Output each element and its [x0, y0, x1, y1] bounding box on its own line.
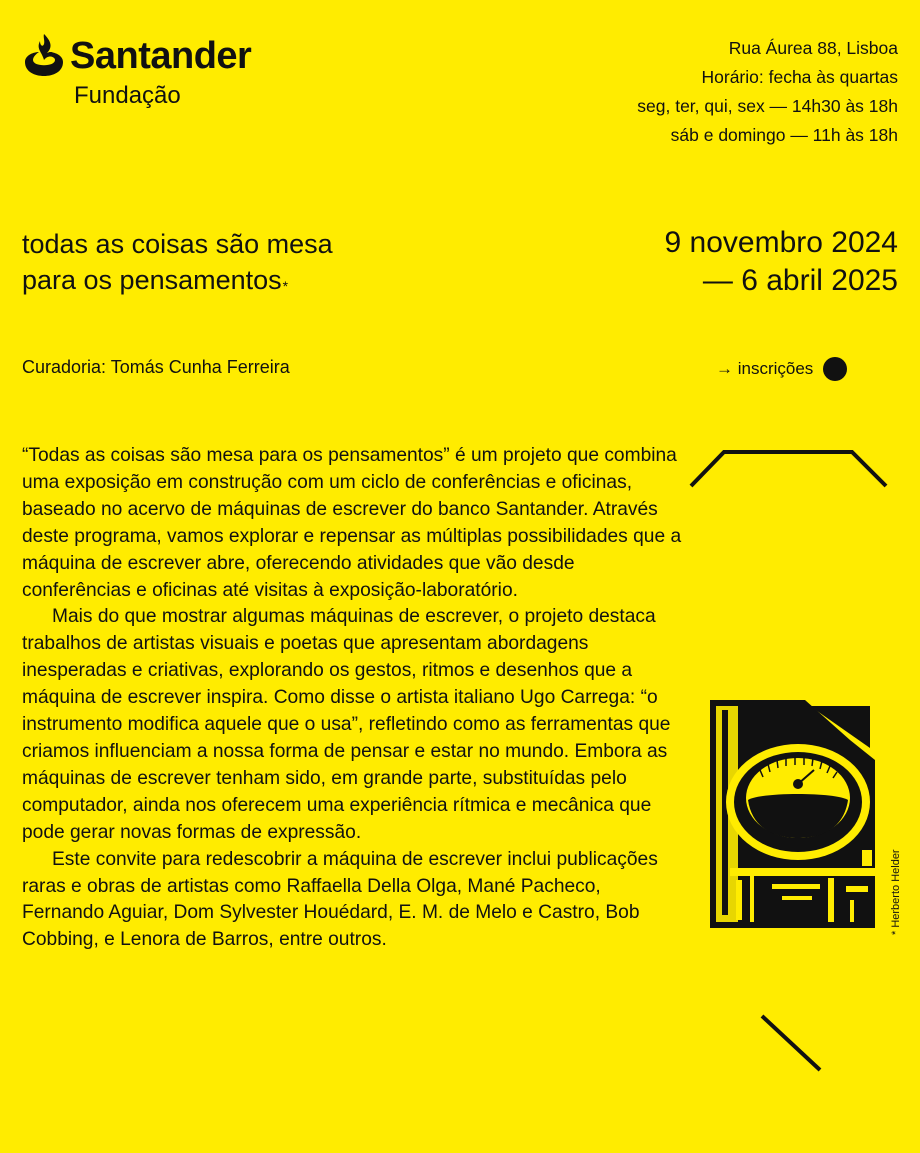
brand-name: Santander [70, 35, 252, 77]
address-line: Rua Áurea 88, Lisboa [728, 38, 898, 58]
brand-subtitle: Fundação [74, 82, 181, 109]
registration-link[interactable] [716, 356, 847, 382]
event-title [22, 226, 333, 304]
curator-credit: Curadoria: Tomás Cunha Ferreira [22, 357, 290, 377]
title-line-2 [22, 262, 333, 304]
paragraph-invitation: Este convite para redescobrir a máquina de escrever inclui publicações raras e obras de artistas como Raffaella Della Olga, Mané Pacheco, Fernando Aguiar, Dom Sylvester Houédard, E. M. de Melo e Castro, Bob Cobbing, e Lenora de Barros, entre outros. [22, 848, 658, 951]
santander-flame-icon [22, 32, 66, 78]
typewriter-photo [710, 700, 875, 928]
end-date: — 6 abril 2025 [702, 264, 898, 297]
paragraph-intro: “Todas as coisas são mesa para os pensamentos” é um projeto que combina uma exposição em construção com um ciclo de conferências e oficinas, baseado no acervo de máquinas de escrever do banco Santander. Através deste programa, vamos explorar e repensar as múltiplas possibilidades que a máquina de escrever abre, oferecendo atividades que vão desde conferências e oficinas até visitas à exposição-laboratório. [22, 445, 682, 601]
diagonal-line-icon [758, 1012, 824, 1074]
footnote-mark: * [282, 278, 289, 294]
description [22, 443, 687, 954]
event-dates [665, 224, 899, 300]
title-line-2-text: para os pensamentos [22, 265, 282, 295]
bracket-line-icon [688, 446, 890, 490]
weekend-hours: sáb e domingo — 11h às 18h [670, 125, 898, 145]
santander-logo[interactable] [22, 32, 282, 112]
weekday-hours: seg, ter, qui, sex — 14h30 às 18h [637, 96, 898, 116]
venue-info [637, 34, 898, 150]
registration-label: → inscrições [716, 359, 814, 378]
hours-note: Horário: fecha às quartas [701, 67, 898, 87]
circle-icon [823, 357, 847, 381]
start-date: 9 novembro 2024 [664, 226, 898, 259]
title-line-1: todas as coisas são mesa [22, 229, 333, 259]
paragraph-artists: Mais do que mostrar algumas máquinas de escrever, o projeto destaca trabalhos de artistas visuais e poetas que apresentam abordagens inesperadas e criativas, explorando os gestos, ritmos e desenhos que a máquina de escrever inspira. Como disse o artista italiano Ugo Carrega: “o instrumento modifica aquele que o usa”, refletindo como as ferramentas que criamos influenciam a nossa forma de pensar e estar no mundo. Embora as máquinas de escrever tenham sido, em grande parte, substituídas pelo computador, ainda nos oferecem uma experiência rítmica e mecânica que pode gerar novas formas de expressão. [22, 606, 671, 843]
typewriter-image [710, 700, 875, 928]
photo-credit: * Herberto Helder [890, 849, 902, 935]
